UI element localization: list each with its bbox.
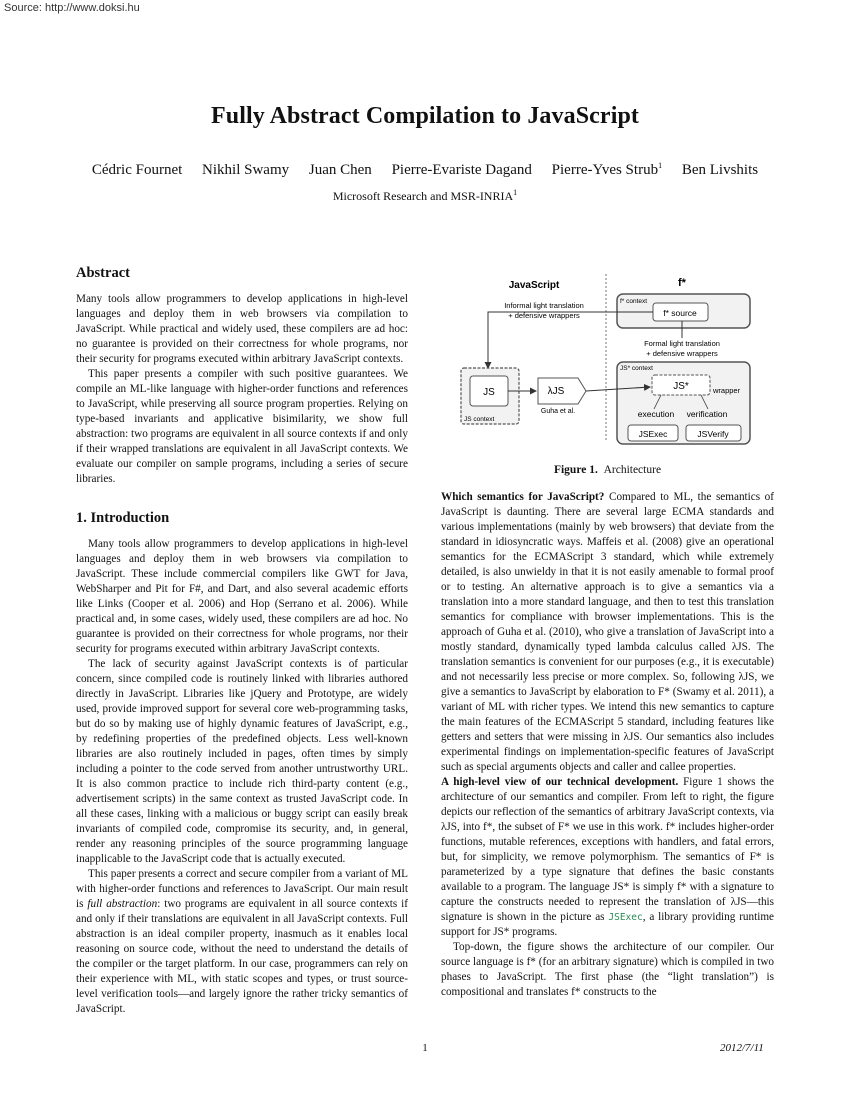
informal-wrappers-label: + defensive wrappers [508,311,580,320]
jsstar-label: JS* [673,381,689,392]
js-label: JS [483,387,495,398]
author: Pierre-Evariste Dagand [391,162,532,178]
figure-caption: Figure 1. Architecture [553,464,662,476]
semantics-paragraph: Which semantics for JavaScript? Compared to ML, the semantics of JavaScript is daunting. There are several large ECMA standards and various implementations (mainly by web browsers) that deviate from the standard in idiosyncratic ways. Maffeis et al. (2008) give an operational semantics for the ECMAScript 3 standard, which while extremely detailed, is also unwieldy in that it is not easily amenable to formal proof or to testing. An alternative approach is to give a semantics via a translation into a more standard language, and then to test this translation semantics for compliance with browser implementations. This is the approach of Guha et al. (2010), who give a translation of JavaScript into a mostly standard, dynamically typed lambda calculus called λJS. The translation semantics is convenient for our purposes (e.g., it is executable) and not necessarily less precise or more complex. So, following λJS, we give a semantics to JavaScript by elaboration to F* (Swamy et al. 2011), a variant of ML with richer types. We intend this new semantics to capture the main features of the ECMAScript 5 standard, including features like getters and setters that were missing in λJS. Our semantics also includes experimental findings on implementation-specific features of JavaScript such as special arguments objects and caller and callee properties. [441,491,774,773]
page-number: 1 [422,1042,428,1054]
jsexec-label: JSExec [638,429,668,439]
lambda-js-label: λJS [547,386,565,397]
author: Pierre-Yves Strub$^1$ [551,161,663,178]
guha-label: Guha et al. [540,408,576,415]
author: Juan Chen [308,162,372,178]
intro-paragraph: Many tools allow programmers to develop applications in high-level languages and deploy them in web browsers via compilation to JavaScript. These include commercial compilers like GWT for Java, WebSharper and Pit for F#, and Dart, and also several academic efforts like Links (Cooper et al. 2006) and Hop (Serrano et al. 2006). While practical and, in some cases, widely used, these compilers are ad hoc. No guarantee is provided on their correctness for whole programs, nor their security for programs executed within arbitrary JavaScript contexts. [76,538,408,655]
js-context-label: JS context [464,416,495,423]
intro-paragraph: The lack of security against JavaScript contexts is of particular concern, since compiled code is routinely linked with libraries authored directly in JavaScript. Libraries like jQuery and Prototype, are widely used, provide improved support for several core web-programming tasks, but do so by making use of highly dynamic features of JavaScript, e.g., by redefining properties of the predefined objects. Less well-known libraries are also routinely included in pages, often times by simply including a pointer to the code served from another untrustworthy URL. It is also common practice to include rich third-party content (e.g., advertisement scripts) in the same context as trusted JavaScript code. In all these cases, linking with a malicious or buggy script can easily break invariants of compiled code, compromise its security, and, in general, render any reasoning principles of the source programming language inapplicable to the JavaScript code that is actually executed. [76,658,408,865]
overview-paragraph: A high-level view of our technical development. Figure 1 shows the architecture of our semantics and compiler. From left to right, the figure depicts our reflection of the semantics of arbitrary JavaScript contexts, via λJS, into f*, the subset of F* we use in this work. f* includes higher-order functions, mutable references, exceptions with handlers, and fatal errors, but, for simplicity, we remove polymorphism. The semantics of F* is parameterized by a type signature that defines the basic constants available to a program. The language JS* is simply f* with a signature to capture the constructs needed to represent the translation of λJS—this signature is shown in the picture as JSExec, a library providing runtime support for JS* programs. [441,776,775,938]
execution-label: execution [637,409,675,419]
jsverify-label: JSVerify [697,429,729,439]
architecture-paragraph: Top-down, the figure shows the architecture of our compiler. Our source language is f* (for an arbitrary signature) which is compiled in two phases to JavaScript. The first phase (the “light translation”) is compositional and translates f* constructs to the [441,941,774,998]
introduction-heading: 1. Introduction [76,510,170,526]
wrapper-label: wrapper [713,386,741,395]
author-list [0,161,850,179]
paper-title: Fully Abstract Compilation to JavaScript [211,103,639,129]
architecture-figure [456,272,766,454]
author: Nikhil Swamy [202,162,290,178]
javascript-header: JavaScript [508,280,560,291]
abstract-body [76,292,408,487]
author: Cédric Fournet [91,162,183,178]
right-column-body [441,490,774,1000]
affiliation: Microsoft Research and MSR-INRIA$^1$ [332,188,518,203]
introduction-body [76,537,408,1017]
jsstar-context-label: JS* context [620,365,653,372]
architecture-diagram [456,272,766,454]
author: Ben Livshits [681,162,759,178]
fstar-source-label: f* source [663,308,697,318]
footer-date: 2012/7/11 [720,1042,764,1054]
informal-translation-label: Informal light translation [504,301,584,310]
fstar-header: f* [678,277,686,289]
abstract-paragraph: Many tools allow programmers to develop applications in high-level languages and deploy them in web browsers via compilation to JavaScript. While practical and widely used, these compilers are ad hoc: no guarantee is provided on their correctness for whole programs, nor their security for programs executed within arbitrary JavaScript contexts. [76,293,408,365]
fstar-context-label: f* context [620,298,648,305]
abstract-heading: Abstract [76,265,130,281]
source-url: Source: http://www.doksi.hu [4,2,140,14]
verification-label: verification [686,409,728,419]
intro-paragraph: This paper presents a correct and secure compiler from a variant of ML with higher-order functions and references to JavaScript. Our main result is full abstraction: two programs are equivalent in all source contexts if and only if their translations are equivalent in all JavaScript contexts. Full abstraction is an ideal compiler property, inasmuch as it enables local reasoning on source code, without the need to understand the details of the compiler or the target platform. In our case, programmers can rely on their experience with ML, with static scopes and types, or trust source-level verification tools—and largely ignore the rather tricky semantics of JavaScript. [76,868,408,1015]
formal-translation-label: Formal light translation [644,339,720,348]
formal-wrappers-label: + defensive wrappers [646,349,718,358]
abstract-paragraph: This paper presents a compiler with such positive guarantees. We compile an ML-like language with higher-order functions and references to JavaScript, while preserving all source program properties. Relying on type-based invariants and applicative bisimilarity, we show full abstraction: two programs are equivalent in all source contexts if and only if their wrapped translations are equivalent in all JavaScript contexts. We evaluate our compiler on sample programs, including a series of secure libraries. [76,368,408,485]
